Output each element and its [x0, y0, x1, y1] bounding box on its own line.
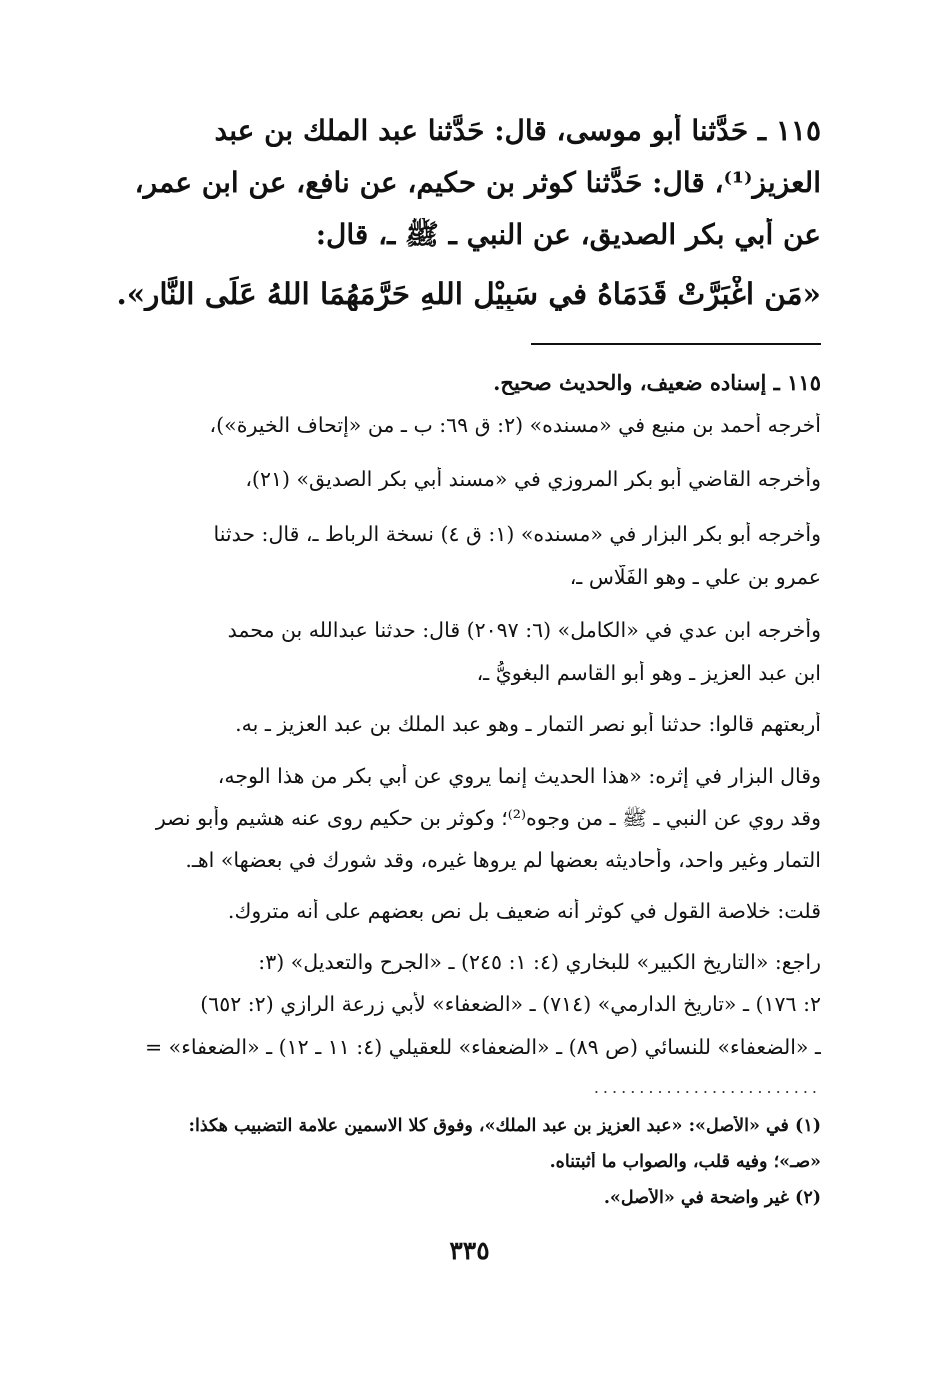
- footnote-line: (١) في «الأصل»: «عبد العزيز بن عبد الملك»، وفوق كلا الاسمين علامة التضبيب هكذا:: [188, 1116, 821, 1136]
- note-line: قلت: خلاصة القول في كوثر أنه ضعيف بل نص بعضهم على أنه متروك.: [227, 899, 821, 923]
- hadith-matn: «مَنِ اغْبَرَّتْ قَدَمَاهُ في سَبِيْلِ اللهِ حَرَّمَهُمَا اللهُ عَلَى النَّارِ».: [116, 276, 821, 311]
- note-line: وأخرجه أبو بكر البزار في «مسنده» (١: ق ٤) نسخة الرباط ـ، قال: حدثنا: [213, 522, 821, 546]
- page-number: ٣٣٥: [449, 1236, 490, 1265]
- hadith-line-2: العزيز⁽¹⁾، قال: حَدَّثنا كوثر بن حكيم، عن نافع، عن ابن عمر،: [134, 166, 821, 199]
- note-line: وأخرجه القاضي أبو بكر المروزي في «مسند أبي بكر الصديق» (٢١)،: [245, 467, 821, 491]
- footnote-line: «صـ»؛ وفيه قلب، والصواب ما أثبتناه.: [549, 1152, 821, 1172]
- hadith-line-1: ١١٥ ـ حَدَّثنا أبو موسى، قال: حَدَّثنا عبد الملك بن عبد: [214, 114, 821, 147]
- footnote-dots: .........................: [593, 1078, 821, 1097]
- notes-heading: ١١٥ ـ إسناده ضعيف، والحديث صحيح.: [493, 370, 821, 395]
- note-line: وأخرجه ابن عدي في «الكامل» (٦: ٢٠٩٧) قال: حدثنا عبدالله بن محمد: [227, 618, 821, 642]
- note-line: ٢: ١٧٦) ـ «تاريخ الدارمي» (٧١٤) ـ «الضعفاء» لأبي زرعة الرازي (٢: ٦٥٢): [200, 992, 821, 1016]
- note-line: أخرجه أحمد بن منيع في «مسنده» (٢: ق ٦٩: ب ـ من «إتحاف الخيرة»)،: [209, 413, 821, 437]
- note-line: وقد روي عن النبي ـ ﷺ ـ من وجوه⁽²⁾؛ وكوثر بن حكيم روى عنه هشيم وأبو نصر: [155, 806, 821, 830]
- note-line: وقال البزار في إثره: «هذا الحديث إنما يروي عن أبي بكر من هذا الوجه،: [217, 764, 821, 788]
- footnote-line: (٢) غير واضحة في «الأصل».: [603, 1188, 821, 1208]
- note-line: راجع: «التاريخ الكبير» للبخاري (٤: ١: ٢٤٥) ـ «الجرح والتعديل» (٣:: [258, 950, 821, 974]
- note-line: أربعتهم قالوا: حدثنا أبو نصر التمار ـ وهو عبد الملك بن عبد العزيز ـ به.: [235, 712, 821, 736]
- hadith-line-3: عن أبي بكر الصديق، عن النبي ـ ﷺ ـ، قال:: [315, 218, 821, 251]
- separator-line: [531, 343, 821, 345]
- note-line: ابن عبد العزيز ـ وهو أبو القاسم البغويُّ ـ،: [476, 661, 821, 685]
- note-line: ـ «الضعفاء» للنسائي (ص ٨٩) ـ «الضعفاء» للعقيلي (٤: ١١ ـ ١٢) ـ «الضعفاء» =: [144, 1035, 821, 1059]
- note-line: التمار وغير واحد، وأحاديثه بعضها لم يروها غيره، وقد شورك في بعضها» اهـ.: [185, 848, 821, 872]
- note-line: عمرو بن علي ـ وهو الفَلّاس ـ،: [569, 565, 821, 589]
